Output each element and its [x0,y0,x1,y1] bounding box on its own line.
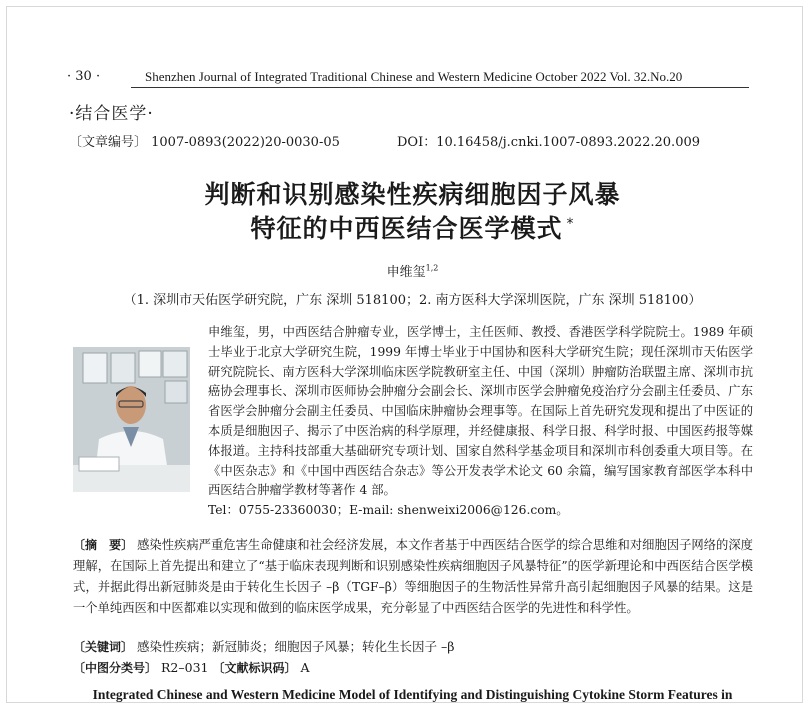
title-footnote-mark: * [566,215,575,232]
doc-code-value: A [300,660,310,675]
author-photo [73,347,190,492]
doi: DOI：10.16458/j.cnki.1007-0893.2022.20.009 [397,135,701,150]
english-title: Integrated Chinese and Western Medicine Model of Identifying and Distinguishing Cytokine Storm Features in [92,687,733,702]
author-affil-mark: 1,2 [425,263,439,273]
keywords [73,637,454,655]
classification [73,659,310,676]
article-number: 〔文章编号〕 1007-0893(2022)20-0030-05 [69,135,340,150]
journal-header: Shenzhen Journal of Integrated Traditional Chinese and Western Medicine October 2022 Vol. 32.No.20 [145,69,683,84]
header-rule [131,87,749,88]
keywords-text: 感染性疾病；新冠肺炎；细胞因子风暴；转化生长因子 –β [137,639,455,654]
abstract [73,535,753,619]
abstract-text: 感染性疾病严重危害生命健康和社会经济发展，本文作者基于中西医结合医学的综合思维和对细胞因子网络的深度理解，在国际上首先提出和建立了“基于临床表现判断和识别感染性疾病细胞因子风暴特征”的医学新理论和中西医结合医学模式，并据此得出新冠肺炎是由于转化生长因子 –β（TGF–β）等细胞因子的生物活性异常升高引起细胞因子风暴的结果。这是一个单纯西医和中医都难以实现和做到的临床医学成果，充分彰显了中西医结合医学的先进性和科学性。 [73,538,753,615]
abstract-label: 〔摘 要〕 [73,538,134,552]
author-bio [208,323,753,521]
author-line [7,261,803,280]
affiliation: （1. 深圳市天佑医学研究院，广东 深圳 518100；2. 南方医科大学深圳医院，广东 深圳 518100） [123,293,702,308]
title-line-1: 判断和识别感染性疾病细胞因子风暴 [204,180,621,209]
title-line-2-text: 特征的中西医结合医学模式 [250,214,563,243]
page-number: · 30 · [67,69,101,84]
doc-code-label: 〔文献标识码〕 [212,661,297,675]
author-photo-illustration [73,347,190,492]
author-bio-text: 申维玺，男，中西医结合肿瘤专业，医学博士，主任医师、教授、香港医学科学院院士。1989 年硕士毕业于北京大学研究生院，1999 年博士毕业于中国协和医科大学研究生院；现任深圳市天佑医学研究院院长、南方医科大学深圳临床医学院教研室主任、中国（深圳）肿瘤防治联盟主席、深圳市抗癌协会理事长、深圳市医师协会肿瘤分会副会长、深圳市医学会肿瘤免疫治疗分会副主任委员、广东省医学会肿瘤分会副主任委员、中国临床肿瘤协会理事等。在国际上首先研究发现和提出了中医证的本质是细胞因子、揭示了中医治病的科学原理，并经健康报、科学日报、科学时报、中国医药报等媒体报道。主持科技部重大基础研究专项计划、国家自然科学基金项目和深圳市科创委重大项目等。在《中医杂志》和《中国中西医结合杂志》等公开发表学术论文 60 余篇，编写国家教育部医学本科中西医结合肿瘤学教材等著作 4 部。 [208,325,753,498]
paper-page [6,6,803,703]
author-contact: Tel：0755-23360030；E-mail: shenweixi2006@126.com。 [208,503,569,518]
section-label: ·结合医学· [69,104,154,124]
clc-value: R2–031 [161,660,209,675]
clc-label: 〔中图分类号〕 [73,661,158,675]
keywords-label: 〔关键词〕 [73,640,134,654]
author-name: 申维玺 [386,265,426,280]
title-line-2 [7,209,803,245]
